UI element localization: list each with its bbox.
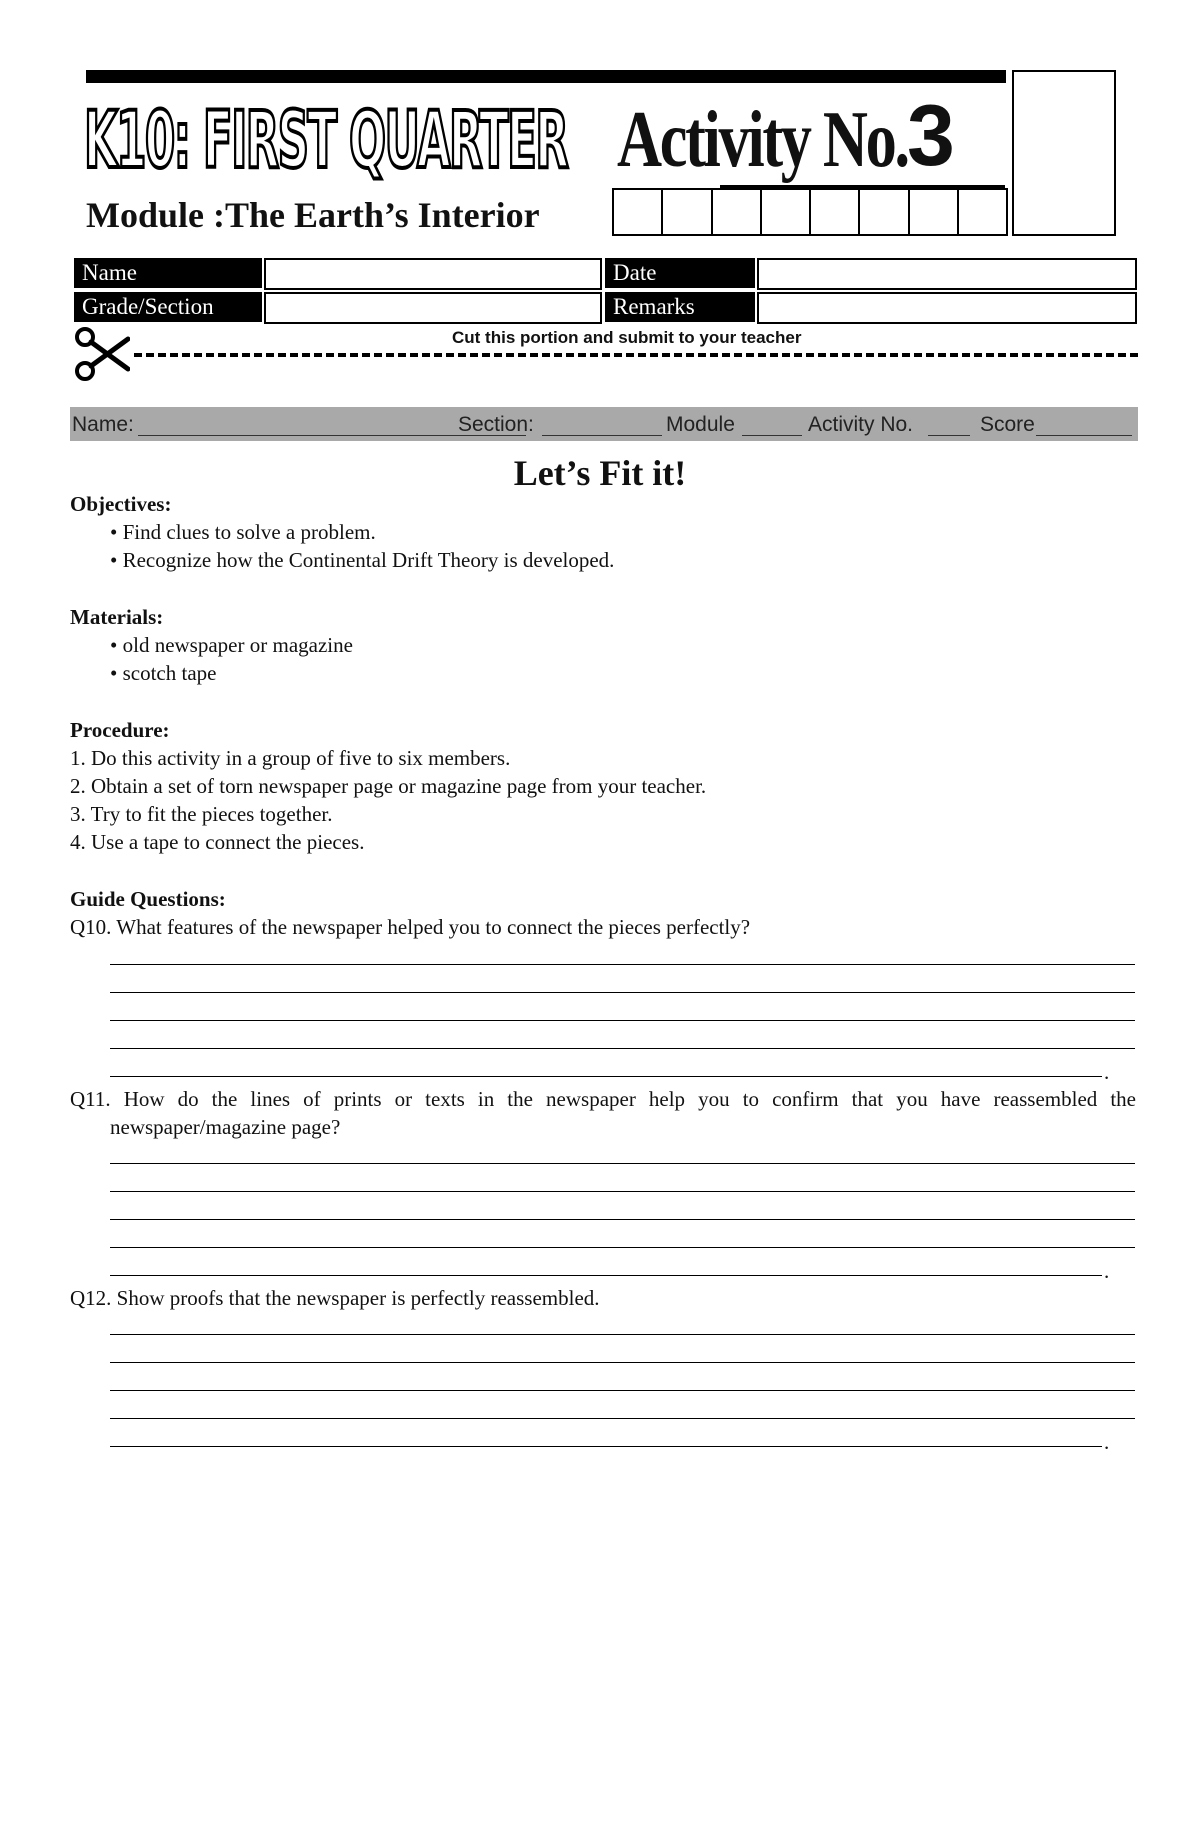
grade-section-field[interactable]	[264, 292, 602, 324]
answer-line[interactable]	[110, 1390, 1135, 1391]
strip-name-label: Name:	[72, 413, 134, 436]
question-q12: Q12. Show proofs that the newspaper is perfectly reassembled.	[70, 1286, 600, 1310]
answer-period: .	[1104, 1259, 1110, 1283]
answer-line[interactable]	[110, 1163, 1135, 1164]
answer-line[interactable]	[110, 1219, 1135, 1220]
question-q11-continued: newspaper/magazine page?	[110, 1115, 341, 1139]
strip-score-blank[interactable]	[1036, 435, 1132, 436]
remarks-label: Remarks	[605, 292, 755, 322]
name-field[interactable]	[264, 258, 602, 290]
name-label: Name	[74, 258, 262, 288]
question-q11: Q11. How do the lines of prints or texts in the newspaper help you to confirm that you have reassembled the	[70, 1087, 1136, 1111]
objective-item: • Recognize how the Continental Drift Theory is developed.	[110, 548, 615, 572]
answer-line[interactable]	[110, 964, 1135, 965]
answer-line[interactable]	[110, 992, 1135, 993]
code-box	[910, 190, 959, 234]
answer-line[interactable]	[110, 1191, 1135, 1192]
procedure-step: 3. Try to fit the pieces together.	[70, 802, 333, 826]
code-box	[762, 190, 811, 234]
strip-section-blank[interactable]	[542, 435, 662, 436]
date-label: Date	[605, 258, 755, 288]
corner-box	[1012, 70, 1116, 236]
answer-line[interactable]	[110, 1048, 1135, 1049]
code-box	[663, 190, 712, 234]
procedure-step: 4. Use a tape to connect the pieces.	[70, 830, 365, 854]
strip-score-label: Score	[980, 413, 1035, 436]
code-boxes	[612, 188, 1008, 236]
code-box	[959, 190, 1006, 234]
strip-module-label: Module	[666, 413, 735, 436]
date-field[interactable]	[757, 258, 1137, 290]
remarks-field[interactable]	[757, 292, 1137, 324]
material-item: • scotch tape	[110, 661, 217, 685]
cut-dashed-line	[134, 353, 1138, 357]
objective-item: • Find clues to solve a problem.	[110, 520, 376, 544]
strip-activity-blank[interactable]	[928, 435, 970, 436]
procedure-step: 2. Obtain a set of torn newspaper page or magazine page from your teacher.	[70, 774, 707, 798]
strip-module-blank[interactable]	[742, 435, 802, 436]
answer-period: .	[1104, 1060, 1110, 1084]
grade-section-label: Grade/Section	[74, 292, 262, 322]
answer-line[interactable]	[110, 1020, 1135, 1021]
strip-section-label: Section:	[458, 413, 534, 436]
cut-instruction: Cut this portion and submit to your teacher	[452, 328, 802, 347]
question-q10: Q10. What features of the newspaper helped you to connect the pieces perfectly?	[70, 915, 751, 939]
code-box	[860, 190, 909, 234]
submission-strip	[70, 407, 1138, 441]
answer-line[interactable]	[110, 1362, 1135, 1363]
materials-heading: Materials:	[70, 605, 164, 629]
activity-number: 3	[907, 88, 955, 184]
header-rule	[86, 70, 1006, 83]
procedure-step: 1. Do this activity in a group of five to six members.	[70, 746, 511, 770]
answer-line[interactable]	[110, 1446, 1102, 1447]
activity-title: Let’s Fit it!	[513, 453, 687, 493]
quarter-title: K10: FIRST QUARTER	[84, 96, 568, 186]
answer-line[interactable]	[110, 1418, 1135, 1419]
answer-line[interactable]	[110, 1247, 1135, 1248]
material-item: • old newspaper or magazine	[110, 633, 353, 657]
code-box	[811, 190, 860, 234]
code-box	[713, 190, 762, 234]
answer-line[interactable]	[110, 1076, 1102, 1077]
answer-line[interactable]	[110, 1275, 1102, 1276]
scissors-icon	[74, 327, 130, 381]
activity-label: Activity No.	[617, 96, 908, 184]
answer-line[interactable]	[110, 1334, 1135, 1335]
answer-period: .	[1104, 1430, 1110, 1454]
module-title: Module :The Earth’s Interior	[86, 195, 540, 235]
code-box	[614, 190, 663, 234]
strip-activity-label: Activity No.	[808, 413, 914, 436]
procedure-heading: Procedure:	[70, 718, 170, 742]
objectives-heading: Objectives:	[70, 492, 172, 516]
guide-questions-heading: Guide Questions:	[70, 887, 226, 911]
